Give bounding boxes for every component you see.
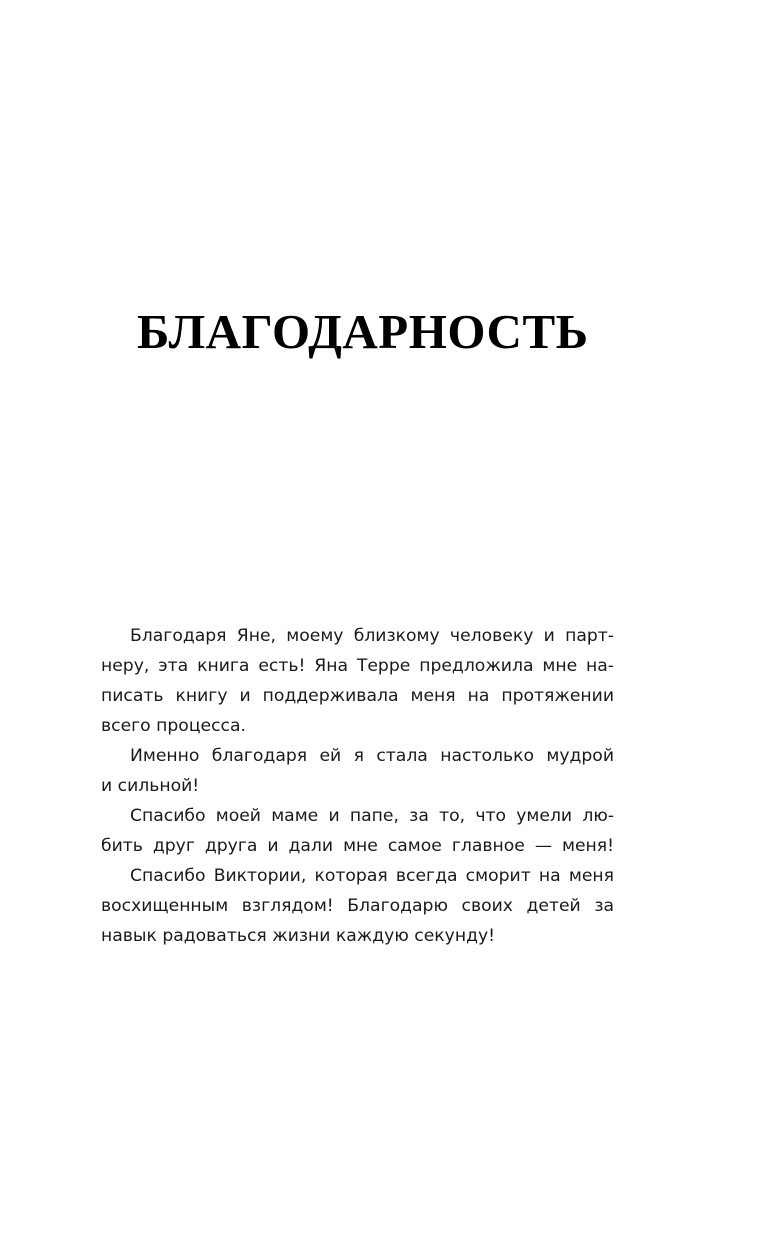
text-line: Именно благодаря ей я стала настолько мудрой xyxy=(130,746,614,766)
paragraph xyxy=(101,861,614,951)
text-line: Благодаря Яне, моему близкому человеку и парт- xyxy=(130,626,614,646)
page-title: БЛАГОДАРНОСТЬ xyxy=(137,304,589,359)
text-line: Спасибо моей маме и папе, за то, что умели лю- xyxy=(130,806,614,826)
text-line: восхищенным взглядом! Благодарю своих детей за xyxy=(101,896,614,916)
body-text xyxy=(101,621,614,951)
text-line: писать книгу и поддерживала меня на протяжении xyxy=(101,686,614,706)
paragraph xyxy=(101,621,614,741)
text-line: всего процесса. xyxy=(101,716,246,736)
text-line: Спасибо Виктории, которая всегда сморит на меня xyxy=(130,866,614,886)
text-line: неру, эта книга есть! Яна Терре предложила мне на- xyxy=(101,656,614,676)
paragraph xyxy=(101,801,614,861)
text-line: навык радоваться жизни каждую секунду! xyxy=(101,926,496,946)
text-line: бить друг друга и дали мне самое главное — меня! xyxy=(101,836,614,856)
text-line: и сильной! xyxy=(101,776,200,796)
paragraph xyxy=(101,741,614,801)
